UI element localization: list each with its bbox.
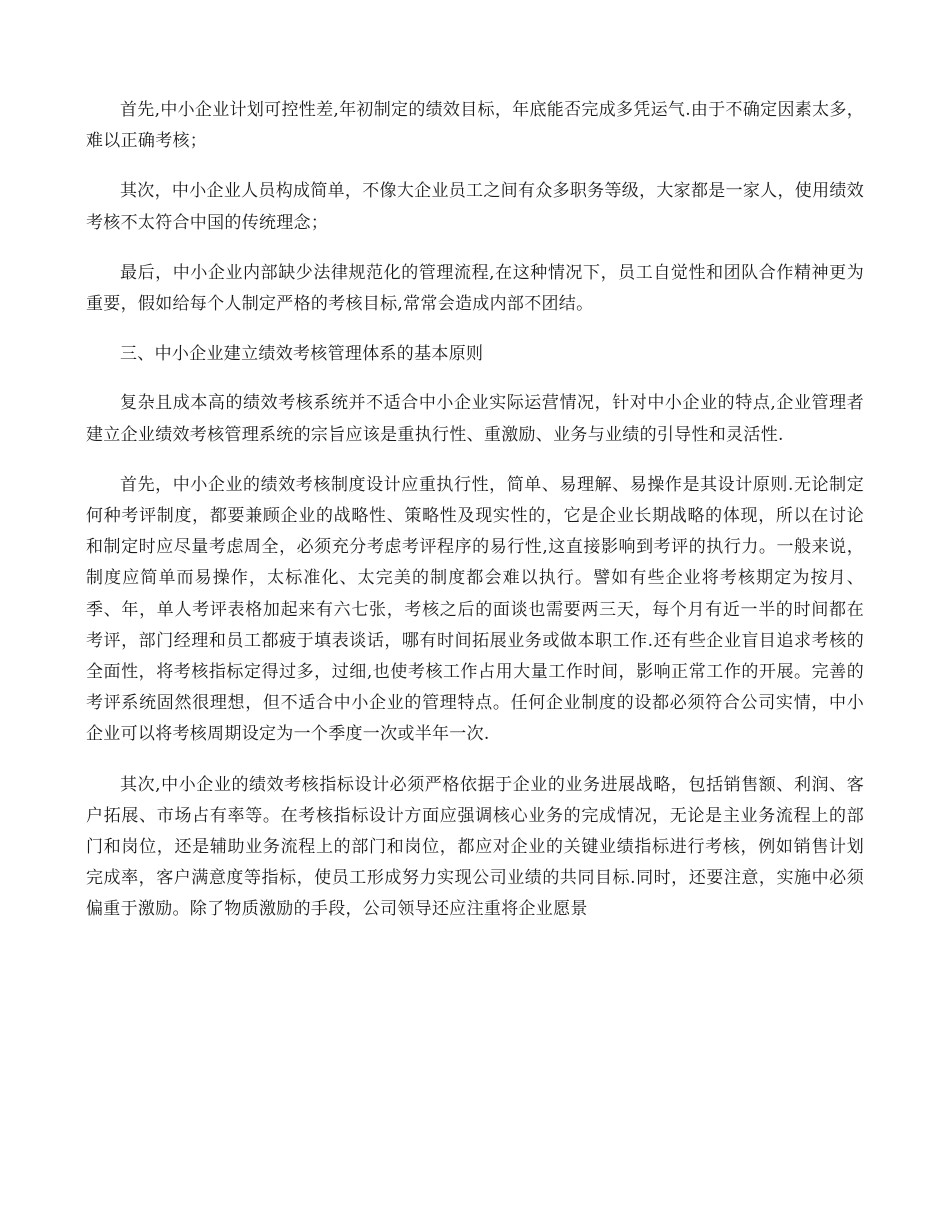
paragraph-lack-of-process: 最后，中小企业内部缺少法律规范化的管理流程,在这种情况下，员工自觉性和团队合作精神更为重要，假如给每个人制定严格的考核目标,常常会造成内部不团结。 — [86, 262, 864, 315]
document-body — [86, 95, 864, 945]
paragraph-simple-staffing: 其次，中小企业人员构成简单，不像大企业员工之间有众多职务等级，大家都是一家人，使用绩效考核不太符合中国的传统理念； — [86, 181, 864, 233]
paragraph-executability: 首先，中小企业的绩效考核制度设计应重执行性，简单、易理解、易操作是其设计原则.无论制定何种考评制度，都要兼顾企业的战略性、策略性及现实性的，它是企业长期战略的体现，所以在讨论和制定时应尽量考虑周全，必须充分考虑考评程序的易行性,这直接影响到考评的执行力。一般来说，制度应简单而易操作，太标准化、太完美的制度都会难以执行。譬如有些企业将考核期定为按月、季、年，单人考评表格加起来有六七张，考核之后的面谈也需要两三天，每个月有近一半的时间都在考评，部门经理和员工都疲于填表谈话，哪有时间拓展业务或做本职工作.还有些企业盲目追求考核的全面性，将考核指标定得过多，过细,也使考核工作占用大量工作时间，影响正常工作的开展。完善的考评系统固然很理想，但不适合中小企业的管理特点。任何企业制度的设都必须符合公司实情，中小企业可以将考核周期设定为一个季度一次或半年一次. — [86, 474, 864, 745]
section-heading-principles: 三、中小企业建立绩效考核管理体系的基本原则 — [120, 344, 484, 365]
paragraph-principles-intro: 复杂且成本高的绩效考核系统并不适合中小企业实际运营情况，针对中小企业的特点,企业管理者建立企业绩效考核管理系统的宗旨应该是重执行性、重激励、业务与业绩的引导性和灵活性. — [86, 393, 864, 445]
paragraph-indicator-design: 其次,中小企业的绩效考核指标设计必须严格依据于企业的业务进展战略，包括销售额、利润、客户拓展、市场占有率等。在考核指标设计方面应强调核心业务的完成情况，无论是主业务流程上的部门和岗位，还是辅助业务流程上的部门和岗位，都应对企业的关键业绩指标进行考核，例如销售计划完成率，客户满意度等指标，使员工形成努力实现公司业绩的共同目标.同时，还要注意，实施中必须偏重于激励。除了物质激励的手段，公司领导还应注重将企业愿景 — [86, 774, 864, 920]
paragraph-uncontrollable-plans: 首先,中小企业计划可控性差,年初制定的绩效目标，年底能否完成多凭运气.由于不确定因素太多，难以正确考核； — [86, 100, 864, 152]
